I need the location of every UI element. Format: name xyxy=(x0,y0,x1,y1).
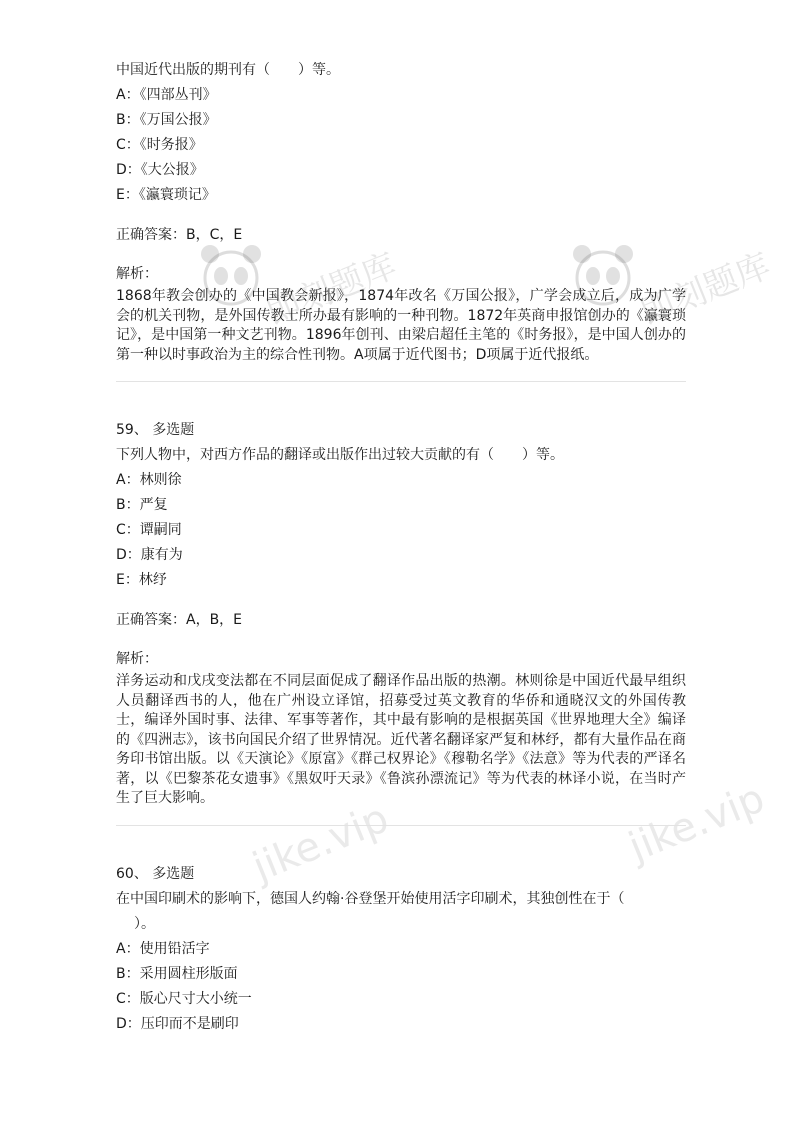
option-d xyxy=(116,543,686,568)
option-text: 《大公报》 xyxy=(140,162,204,178)
watermark-url: jike.vip xyxy=(622,775,771,871)
question-number: 60 xyxy=(116,865,134,882)
question-stem: 中国近代出版的期刊有（ ）等。 xyxy=(116,62,340,78)
option-key: A： xyxy=(116,87,140,103)
option-key: D： xyxy=(116,162,141,178)
answer-value: A，B，E xyxy=(186,612,243,628)
question-stem-continued: ）。 xyxy=(134,915,155,932)
answer-label: 正确答案： xyxy=(116,612,186,628)
option-d xyxy=(116,158,686,183)
option-key: B： xyxy=(116,112,140,128)
option-text: 康有为 xyxy=(140,547,183,563)
question-separator: 、 xyxy=(133,422,148,438)
correct-answer xyxy=(116,223,686,248)
option-c xyxy=(116,518,686,543)
option-a xyxy=(116,468,686,493)
analysis-text: 洋务运动和戊戌变法都在不同层面促成了翻译作品出版的热潮。林则徐是中国近代最早组织人员翻译西书的人，他在广州设立译馆，招募受过英文教育的华侨和通晓汉文的外国传教士，编译外国时事、法律、军事等著作，其中最有影响的是根据英国《世界地理大全》编译的《四洲志》，该书向国民介绍了世界情况。近代著名翻译家严复和林纾，都有大量作品在商务印书馆出版。以《天演论》《原富》《群己权界论》《穆勒名学》《法意》等为代表的严译名著，以《巴黎茶花女遗事》《黑奴吁天录》《鲁滨孙漂流记》等为代表的林译小说，在当时产生了巨大影响。 xyxy=(116,673,686,806)
question-stem: 下列人物中，对西方作品的翻译或出版作出过较大贡献的有（ ）等。 xyxy=(116,447,564,463)
question-58 xyxy=(116,58,686,382)
answer-label: 正确答案： xyxy=(116,227,186,243)
option-key: A： xyxy=(116,940,140,957)
option-a xyxy=(116,83,686,108)
option-text: 《瀛寰琐记》 xyxy=(138,187,216,203)
option-text: 严复 xyxy=(139,497,168,513)
question-60 xyxy=(116,862,686,1037)
option-key: B： xyxy=(116,497,140,513)
option-text: 使用铅活字 xyxy=(139,940,210,957)
option-d xyxy=(116,1012,686,1037)
option-text: 《时务报》 xyxy=(139,137,203,153)
question-header xyxy=(116,418,686,443)
watermark-brand: 即刻题库 xyxy=(634,245,776,334)
question-header xyxy=(116,862,686,887)
analysis-label: 解析： xyxy=(116,651,158,667)
option-key: C： xyxy=(116,990,140,1007)
option-key: B： xyxy=(116,965,140,982)
option-e xyxy=(116,183,686,208)
option-a xyxy=(116,937,686,962)
option-c xyxy=(116,987,686,1012)
question-type: 多选题 xyxy=(152,865,195,882)
question-stem: 在中国印刷术的影响下，德国人约翰·谷登堡开始使用活字印刷术，其独创性在于（ xyxy=(116,890,625,907)
question-59 xyxy=(116,418,686,826)
option-key: C： xyxy=(116,137,140,153)
option-key: D： xyxy=(116,1015,141,1032)
option-key: E： xyxy=(116,572,139,588)
option-c xyxy=(116,133,686,158)
option-text: 林则徐 xyxy=(139,472,182,488)
option-key: C： xyxy=(116,522,140,538)
option-text: 压印而不是刷印 xyxy=(140,1015,239,1032)
question-separator: 、 xyxy=(133,865,148,882)
question-page xyxy=(116,58,686,1037)
option-text: 林纾 xyxy=(138,572,167,588)
question-type: 多选题 xyxy=(152,422,195,438)
option-text: 谭嗣同 xyxy=(139,522,182,538)
option-key: E： xyxy=(116,187,139,203)
option-text: 版心尺寸大小统一 xyxy=(139,990,252,1007)
option-text: 采用圆柱形版面 xyxy=(139,965,238,982)
question-number: 59 xyxy=(116,422,134,438)
option-e xyxy=(116,568,686,593)
option-b xyxy=(116,493,686,518)
correct-answer xyxy=(116,608,686,633)
watermark-url: jike.vip xyxy=(246,795,395,891)
option-text: 《万国公报》 xyxy=(139,112,217,128)
option-key: A： xyxy=(116,472,140,488)
option-key: D： xyxy=(116,547,141,563)
option-b xyxy=(116,108,686,133)
option-b xyxy=(116,962,686,987)
analysis-label: 解析： xyxy=(116,266,158,282)
answer-value: B，C，E xyxy=(186,227,243,243)
watermark-brand: 即刻题库 xyxy=(260,245,402,334)
option-text: 《四部丛刊》 xyxy=(139,87,217,103)
analysis-text: 1868年教会创办的《中国教会新报》，1874年改名《万国公报》，广学会成立后，成为广学会的机关刊物，是外国传教士所办最有影响的一种刊物。1872年英商申报馆创办的《瀛寰琐记》，是中国第一种文艺刊物。1896年创刊、由梁启超任主笔的《时务报》，是中国人创办的第一种以时事政治为主的综合性刊物。A项属于近代图书；D项属于近代报纸。 xyxy=(116,288,686,363)
